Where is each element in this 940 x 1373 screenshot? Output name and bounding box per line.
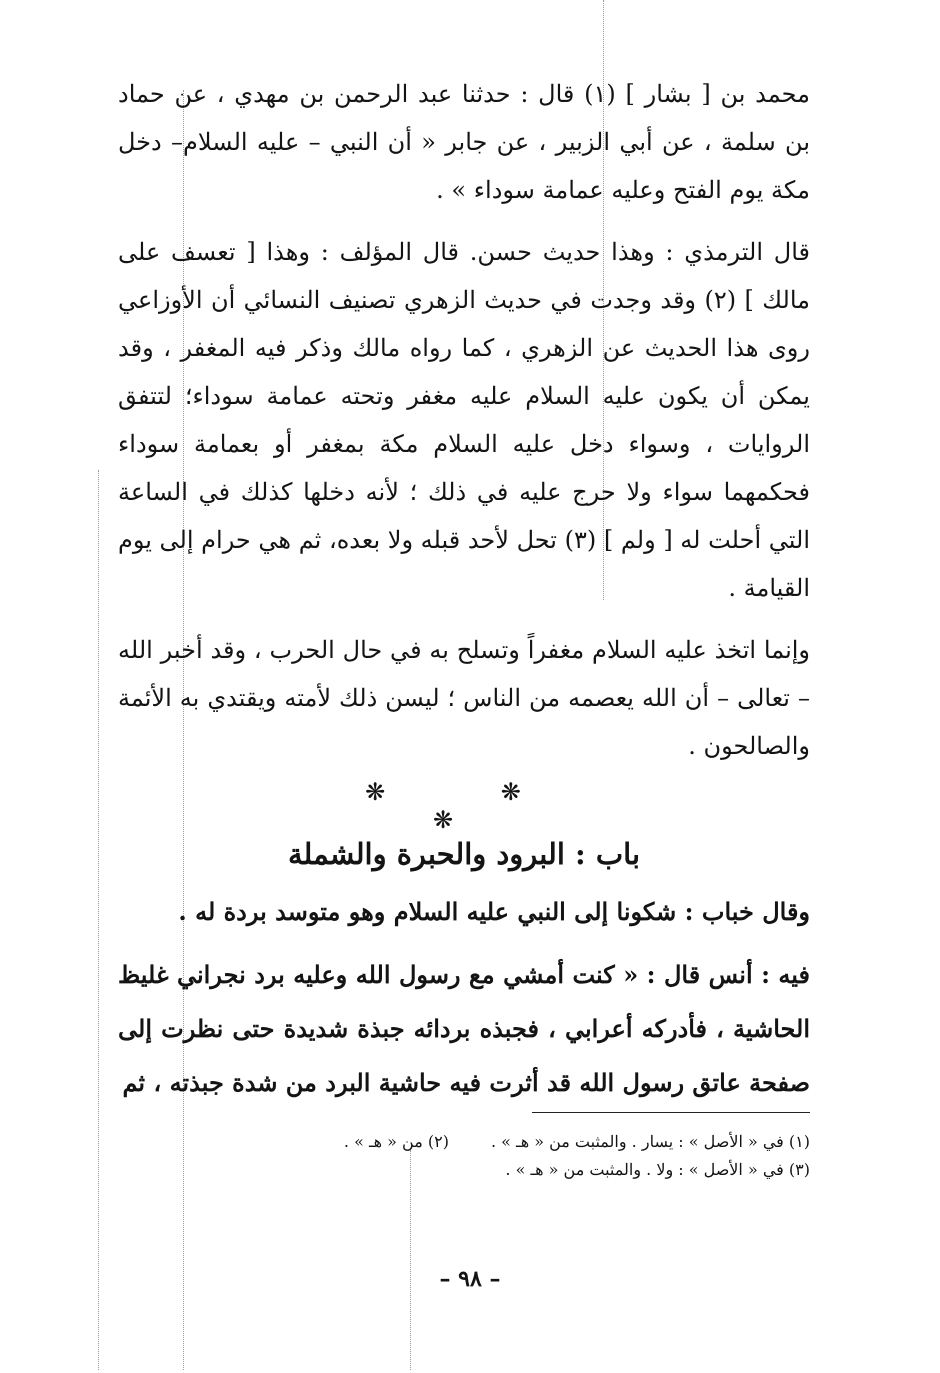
paragraph-3: وإنما اتخذ عليه السلام مغفراً وتسلح به في حال الحرب ، وقد أخبر الله – تعالى – أن الله يعصمه من الناس ؛ ليسن ذلك لأمته ويقتدي به الأئمة والصالحون . — [118, 636, 810, 760]
chapter-intro: وقال خباب : شكونا إلى النبي عليه السلام وهو متوسد بردة له . — [178, 897, 810, 926]
footnote-1: (١) في « الأصل » : يسار . والمثبت من « هـ » . — [490, 1132, 810, 1151]
paragraph-1: محمد بن [ بشار ] (١) قال : حدثنا عبد الرحمن بن مهدي ، عن حماد بن سلمة ، عن أبي الزبير ، عن جابر « أن النبي – عليه السلام– دخل مكة يوم الفتح وعليه عمامة سوداء » . — [118, 80, 811, 204]
footnotes — [118, 1128, 810, 1184]
footnote-row — [118, 1156, 810, 1184]
footnote-3: (٣) في « الأصل » : ولا . والمثبت من « هـ » . — [505, 1160, 810, 1179]
hadith-text: فيه : أنس قال : « كنت أمشي مع رسول الله وعليه برد نجراني غليظ الحاشية ، فأدركه أعرابي ، فجبذه بردائه جبذة شديدة حتى نظرت إلى صفحة عاتق رسول الله قد أثرت فيه حاشية البرد من شدة جبذته ، ثم — [118, 960, 810, 1097]
page-number: – ٩٨ – — [439, 1266, 501, 1292]
main-text — [118, 70, 810, 770]
footnote-divider — [532, 1112, 810, 1113]
paragraph-2: قال الترمذي : وهذا حديث حسن. قال المؤلف : وهذا [ تعسف على مالك ] (٢) وقد وجدت في حديث الزهري تصنيف النسائي أن الأوزاعي روى هذا الحديث عن الزهري ، كما رواه مالك وذكر فيه المغفر ، وقد يمكن أن يكون عليه السلام عليه مغفر وتحته عمامة سوداء؛ لتتفق الروايات ، وسواء دخل عليه السلام مكة بمغفر أو بعمامة سوداء فحكمهما سواء ولا حرج عليه في ذلك ؛ لأنه دخلها كذلك في الساعة التي أحلت له [ ولم ] (٣) تحل لأحد قبله ولا بعده، ثم هي حرام إلى يوم القيامة . — [117, 238, 810, 602]
footnote-row — [118, 1128, 810, 1156]
footnote-2: (٢) من « هـ » . — [343, 1132, 449, 1151]
chapter-title: باب : البرود والحبرة والشملة — [287, 837, 641, 871]
section-separator: ❋ ❋ ❋ — [365, 778, 575, 834]
scan-artifact-line — [98, 470, 99, 1370]
